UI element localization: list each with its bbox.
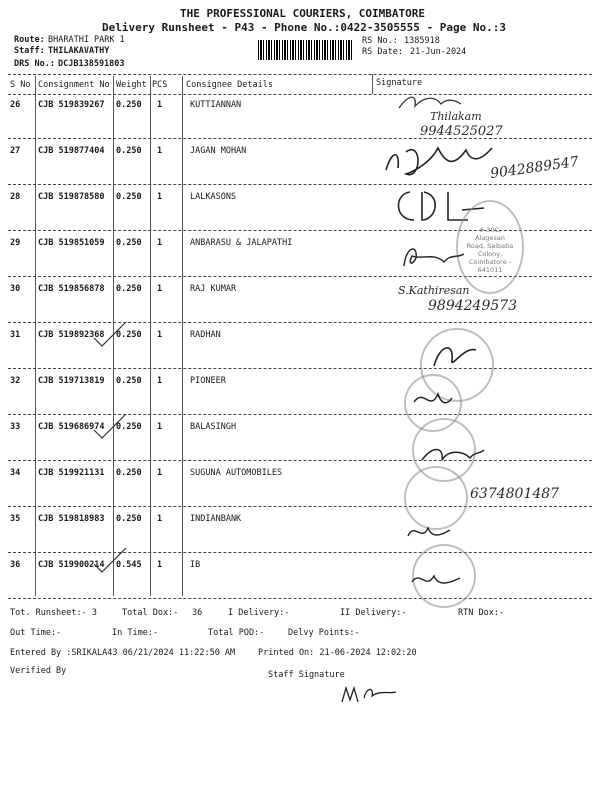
row-pcs: 1 xyxy=(157,468,163,478)
handwritten-signature xyxy=(410,382,454,418)
row-sno: 34 xyxy=(10,468,21,478)
total-pod-label: Total POD:- xyxy=(208,628,265,638)
rtn-dox-label: RTN Dox:- xyxy=(458,608,505,618)
row-consignee: LALKASONS xyxy=(190,192,237,202)
row-pcs: 1 xyxy=(157,422,163,432)
row-consignee: RAJ KUMAR xyxy=(190,284,237,294)
check-mark-icon xyxy=(90,412,130,442)
row-weight: 0.250 xyxy=(116,284,142,294)
row-consignee: IB xyxy=(190,560,201,570)
route-label: Route: xyxy=(14,35,45,45)
row-consignment-no: CJB 519878580 xyxy=(38,192,105,202)
row-divider xyxy=(8,506,592,507)
check-mark-icon xyxy=(90,320,130,350)
in-time-label: In Time:- xyxy=(112,628,159,638)
row-consignee: RADHAN xyxy=(190,330,221,340)
row-sno: 26 xyxy=(10,100,21,110)
entered-by: Entered By :SRIKALA43 06/21/2024 11:22:50 AM xyxy=(10,648,236,658)
col-header-signature: Signature xyxy=(376,78,423,88)
row-pcs: 1 xyxy=(157,100,163,110)
row-weight: 0.250 xyxy=(116,330,142,340)
row-sno: 29 xyxy=(10,238,21,248)
row-consignee: SUGUNA AUTOMOBILES xyxy=(190,468,283,478)
i-delivery-label: I Delivery:- xyxy=(228,608,290,618)
pcs-col-divider xyxy=(182,76,183,596)
rs-no-label: RS No.: xyxy=(362,36,398,46)
row-pcs: 1 xyxy=(157,514,163,524)
row-pcs: 1 xyxy=(157,330,163,340)
row-divider xyxy=(8,138,592,139)
total-dox-label: Total Dox:- xyxy=(122,608,179,618)
sno-col-divider xyxy=(35,76,36,596)
col-header-sno: S No xyxy=(10,80,31,90)
row-consignee: PIONEER xyxy=(190,376,226,386)
row-sno: 35 xyxy=(10,514,21,524)
handwritten-phone: 9944525027 xyxy=(420,124,503,139)
row-consignment-no: CJB 519877404 xyxy=(38,146,105,156)
staff-signature-label: Staff Signature xyxy=(268,670,345,680)
row-weight: 0.545 xyxy=(116,560,142,570)
row-consignee: JAGAN MOHAN xyxy=(190,146,247,156)
rs-date-label: RS Date: xyxy=(362,47,403,57)
runsheet-subtitle: Delivery Runsheet - P43 - Phone No.:0422-3505555 - Page No.:3 xyxy=(102,21,506,34)
table-top-rule xyxy=(8,74,592,75)
verified-by-label: Verified By xyxy=(10,666,67,676)
row-sno: 36 xyxy=(10,560,21,570)
printed-on: Printed On: 21-06-2024 12:02:20 xyxy=(258,648,417,658)
row-weight: 0.250 xyxy=(116,514,142,524)
staff-value: THILAKAVATHY xyxy=(48,46,110,56)
handwritten-signature xyxy=(408,564,464,594)
row-pcs: 1 xyxy=(157,284,163,294)
row-weight: 0.250 xyxy=(116,422,142,432)
handwritten-phone: 9894249573 xyxy=(428,298,518,314)
route-value: BHARATHI PARK 1 xyxy=(48,35,125,45)
col-header-consignment: Consignment No xyxy=(38,80,110,90)
handwritten-signature xyxy=(418,440,488,470)
handwritten-phone: 6374801487 xyxy=(470,486,560,502)
company-title: THE PROFESSIONAL COURIERS, COIMBATORE xyxy=(180,7,426,20)
row-consignee: ANBARASU & JALAPATHI xyxy=(190,238,293,248)
row-weight: 0.250 xyxy=(116,146,142,156)
out-time-label: Out Time:- xyxy=(10,628,62,638)
handwritten-signature xyxy=(404,516,454,546)
row-consignment-no: CJB 519839267 xyxy=(38,100,105,110)
total-dox-value: 36 xyxy=(192,608,203,618)
row-consignment-no: CJB 519686974 xyxy=(38,422,105,432)
barcode-image xyxy=(258,40,352,60)
row-weight: 0.250 xyxy=(116,192,142,202)
row-sno: 31 xyxy=(10,330,21,340)
handwritten-signature xyxy=(398,240,468,272)
row-consignment-no: CJB 519921131 xyxy=(38,468,105,478)
handwritten-phone: 9042889547 xyxy=(489,153,580,183)
row-sno: 28 xyxy=(10,192,21,202)
row-consignment-no: CJB 519818983 xyxy=(38,514,105,524)
handwritten-name: Thilakam xyxy=(430,110,482,123)
row-consignee: BALASINGH xyxy=(190,422,237,432)
row-weight: 0.250 xyxy=(116,376,142,386)
signature-col-divider xyxy=(372,74,373,94)
weight-col-divider xyxy=(150,76,151,596)
row-pcs: 1 xyxy=(157,238,163,248)
row-consignment-no: CJB 519713819 xyxy=(38,376,105,386)
rs-date-value: 21-Jun-2024 xyxy=(410,47,467,57)
table-bottom-rule xyxy=(8,598,592,599)
drs-label: DRS No.: xyxy=(14,59,55,69)
row-divider xyxy=(8,368,592,369)
row-sno: 32 xyxy=(10,376,21,386)
row-divider xyxy=(8,460,592,461)
ii-delivery-label: II Delivery:- xyxy=(340,608,407,618)
stamp-text: # 30C, Alagesan Road, Saibaba Colony, Coimbatore - 641011 xyxy=(466,226,514,274)
row-sno: 33 xyxy=(10,422,21,432)
total-runsheet: Tot. Runsheet:- 3 xyxy=(10,608,97,618)
col-header-weight: Weight xyxy=(116,80,147,90)
row-divider xyxy=(8,184,592,185)
table-header-rule xyxy=(8,94,592,95)
row-pcs: 1 xyxy=(157,146,163,156)
row-weight: 0.250 xyxy=(116,238,142,248)
row-weight: 0.250 xyxy=(116,468,142,478)
handwritten-signature xyxy=(428,336,484,376)
handwritten-name: S.Kathiresan xyxy=(398,284,470,297)
staff-handwritten-signature xyxy=(340,684,400,708)
row-weight: 0.250 xyxy=(116,100,142,110)
row-sno: 27 xyxy=(10,146,21,156)
row-consignment-no: CJB 519892368 xyxy=(38,330,105,340)
row-consignment-no: CJB 519856878 xyxy=(38,284,105,294)
row-sno: 30 xyxy=(10,284,21,294)
check-mark-icon xyxy=(90,546,130,576)
col-header-pcs: PCS xyxy=(152,80,168,90)
staff-label: Staff: xyxy=(14,46,45,56)
row-consignment-no: CJB 519851059 xyxy=(38,238,105,248)
row-consignment-no: CJB 519900214 xyxy=(38,560,105,570)
rs-no-value: 1385918 xyxy=(404,36,440,46)
row-consignee: INDIANBANK xyxy=(190,514,242,524)
row-pcs: 1 xyxy=(157,192,163,202)
row-pcs: 1 xyxy=(157,376,163,386)
row-pcs: 1 xyxy=(157,560,163,570)
drs-value: DCJB138591803 xyxy=(58,59,125,69)
row-consignee: KUTTIANNAN xyxy=(190,100,242,110)
delvy-points-label: Delvy Points:- xyxy=(288,628,360,638)
col-header-consignee: Consignee Details xyxy=(186,80,273,90)
